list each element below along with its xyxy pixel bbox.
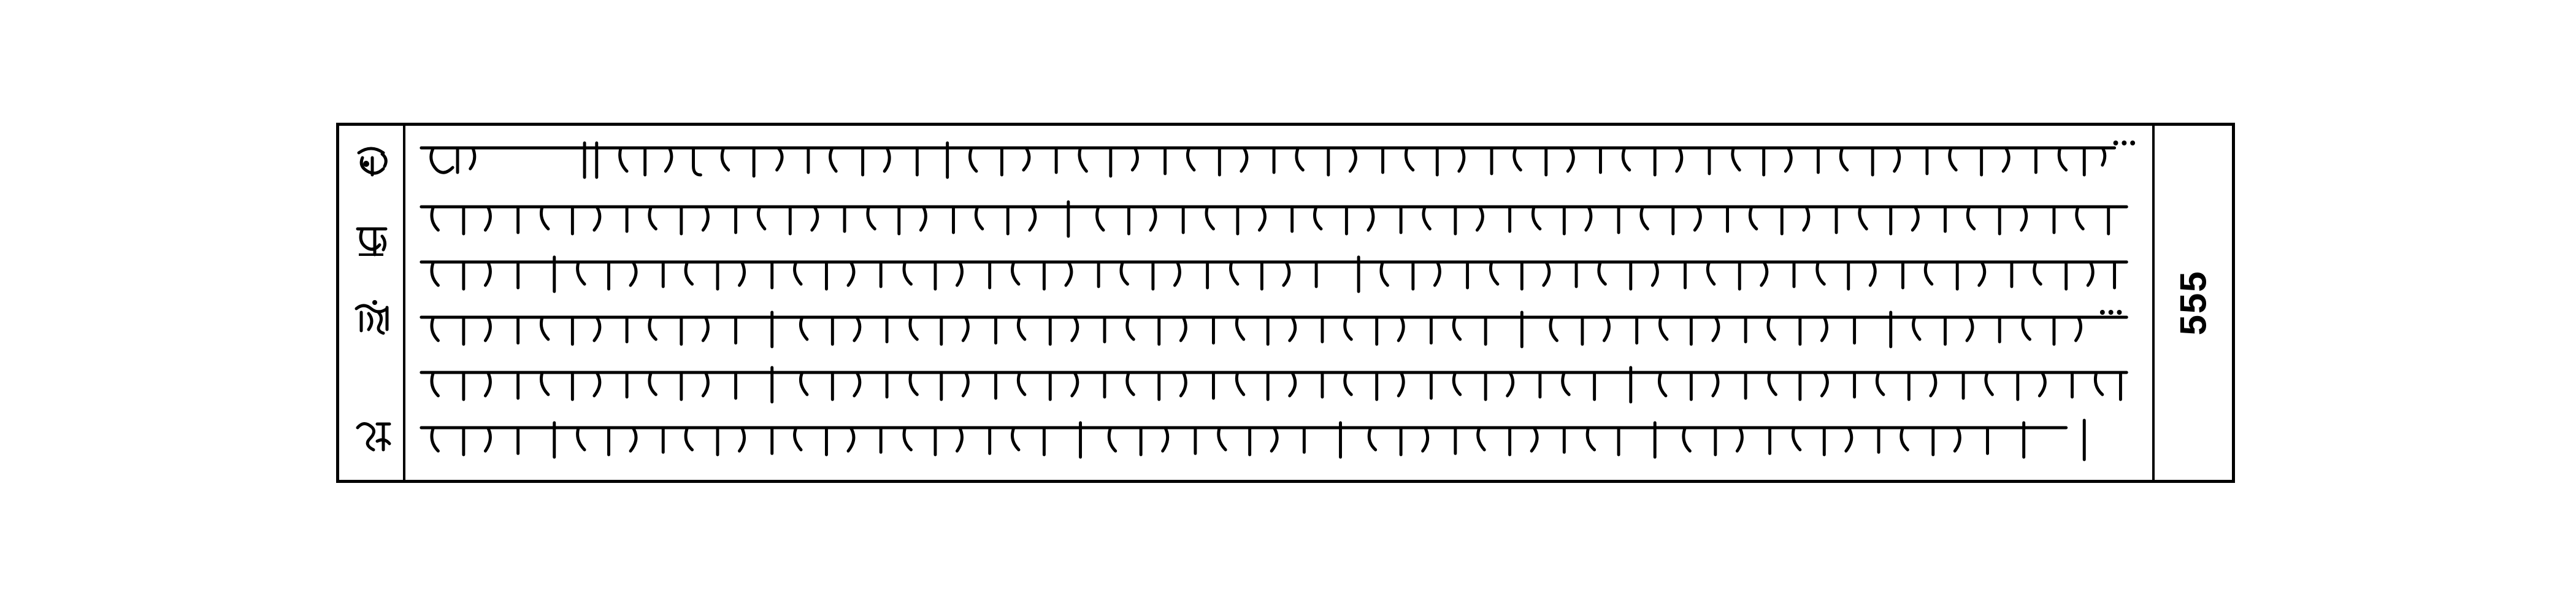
manuscript-folio	[336, 123, 2235, 483]
tibetan-script-line-4-icon	[415, 304, 2139, 353]
text-line-5	[415, 359, 2139, 408]
margin-label-4	[350, 414, 394, 458]
tibetan-script-line-1-icon	[415, 134, 2139, 183]
tibetan-margin-glyph-4-icon	[350, 414, 394, 458]
tibetan-script-line-5-icon	[415, 359, 2139, 408]
text-block	[408, 126, 2150, 480]
tibetan-margin-glyph-3-icon	[350, 296, 394, 341]
right-margin	[2152, 126, 2232, 480]
margin-label-3	[350, 296, 394, 341]
folio-number: 555	[2172, 270, 2214, 336]
tibetan-margin-glyph-2-icon	[350, 218, 394, 262]
left-margin	[339, 126, 405, 480]
text-line-1	[415, 134, 2139, 183]
tibetan-script-line-2-icon	[415, 193, 2139, 242]
tibetan-script-line-6-icon	[415, 414, 2139, 463]
margin-label-2	[350, 218, 394, 262]
text-line-3	[415, 249, 2139, 298]
text-line-2	[415, 193, 2139, 242]
tibetan-script-line-3-icon	[415, 249, 2139, 298]
folio-number-wrapper	[2155, 126, 2232, 480]
text-line-4	[415, 304, 2139, 353]
tibetan-margin-glyph-1-icon	[350, 139, 394, 183]
margin-label-1	[350, 139, 394, 183]
text-line-6	[415, 414, 2139, 463]
